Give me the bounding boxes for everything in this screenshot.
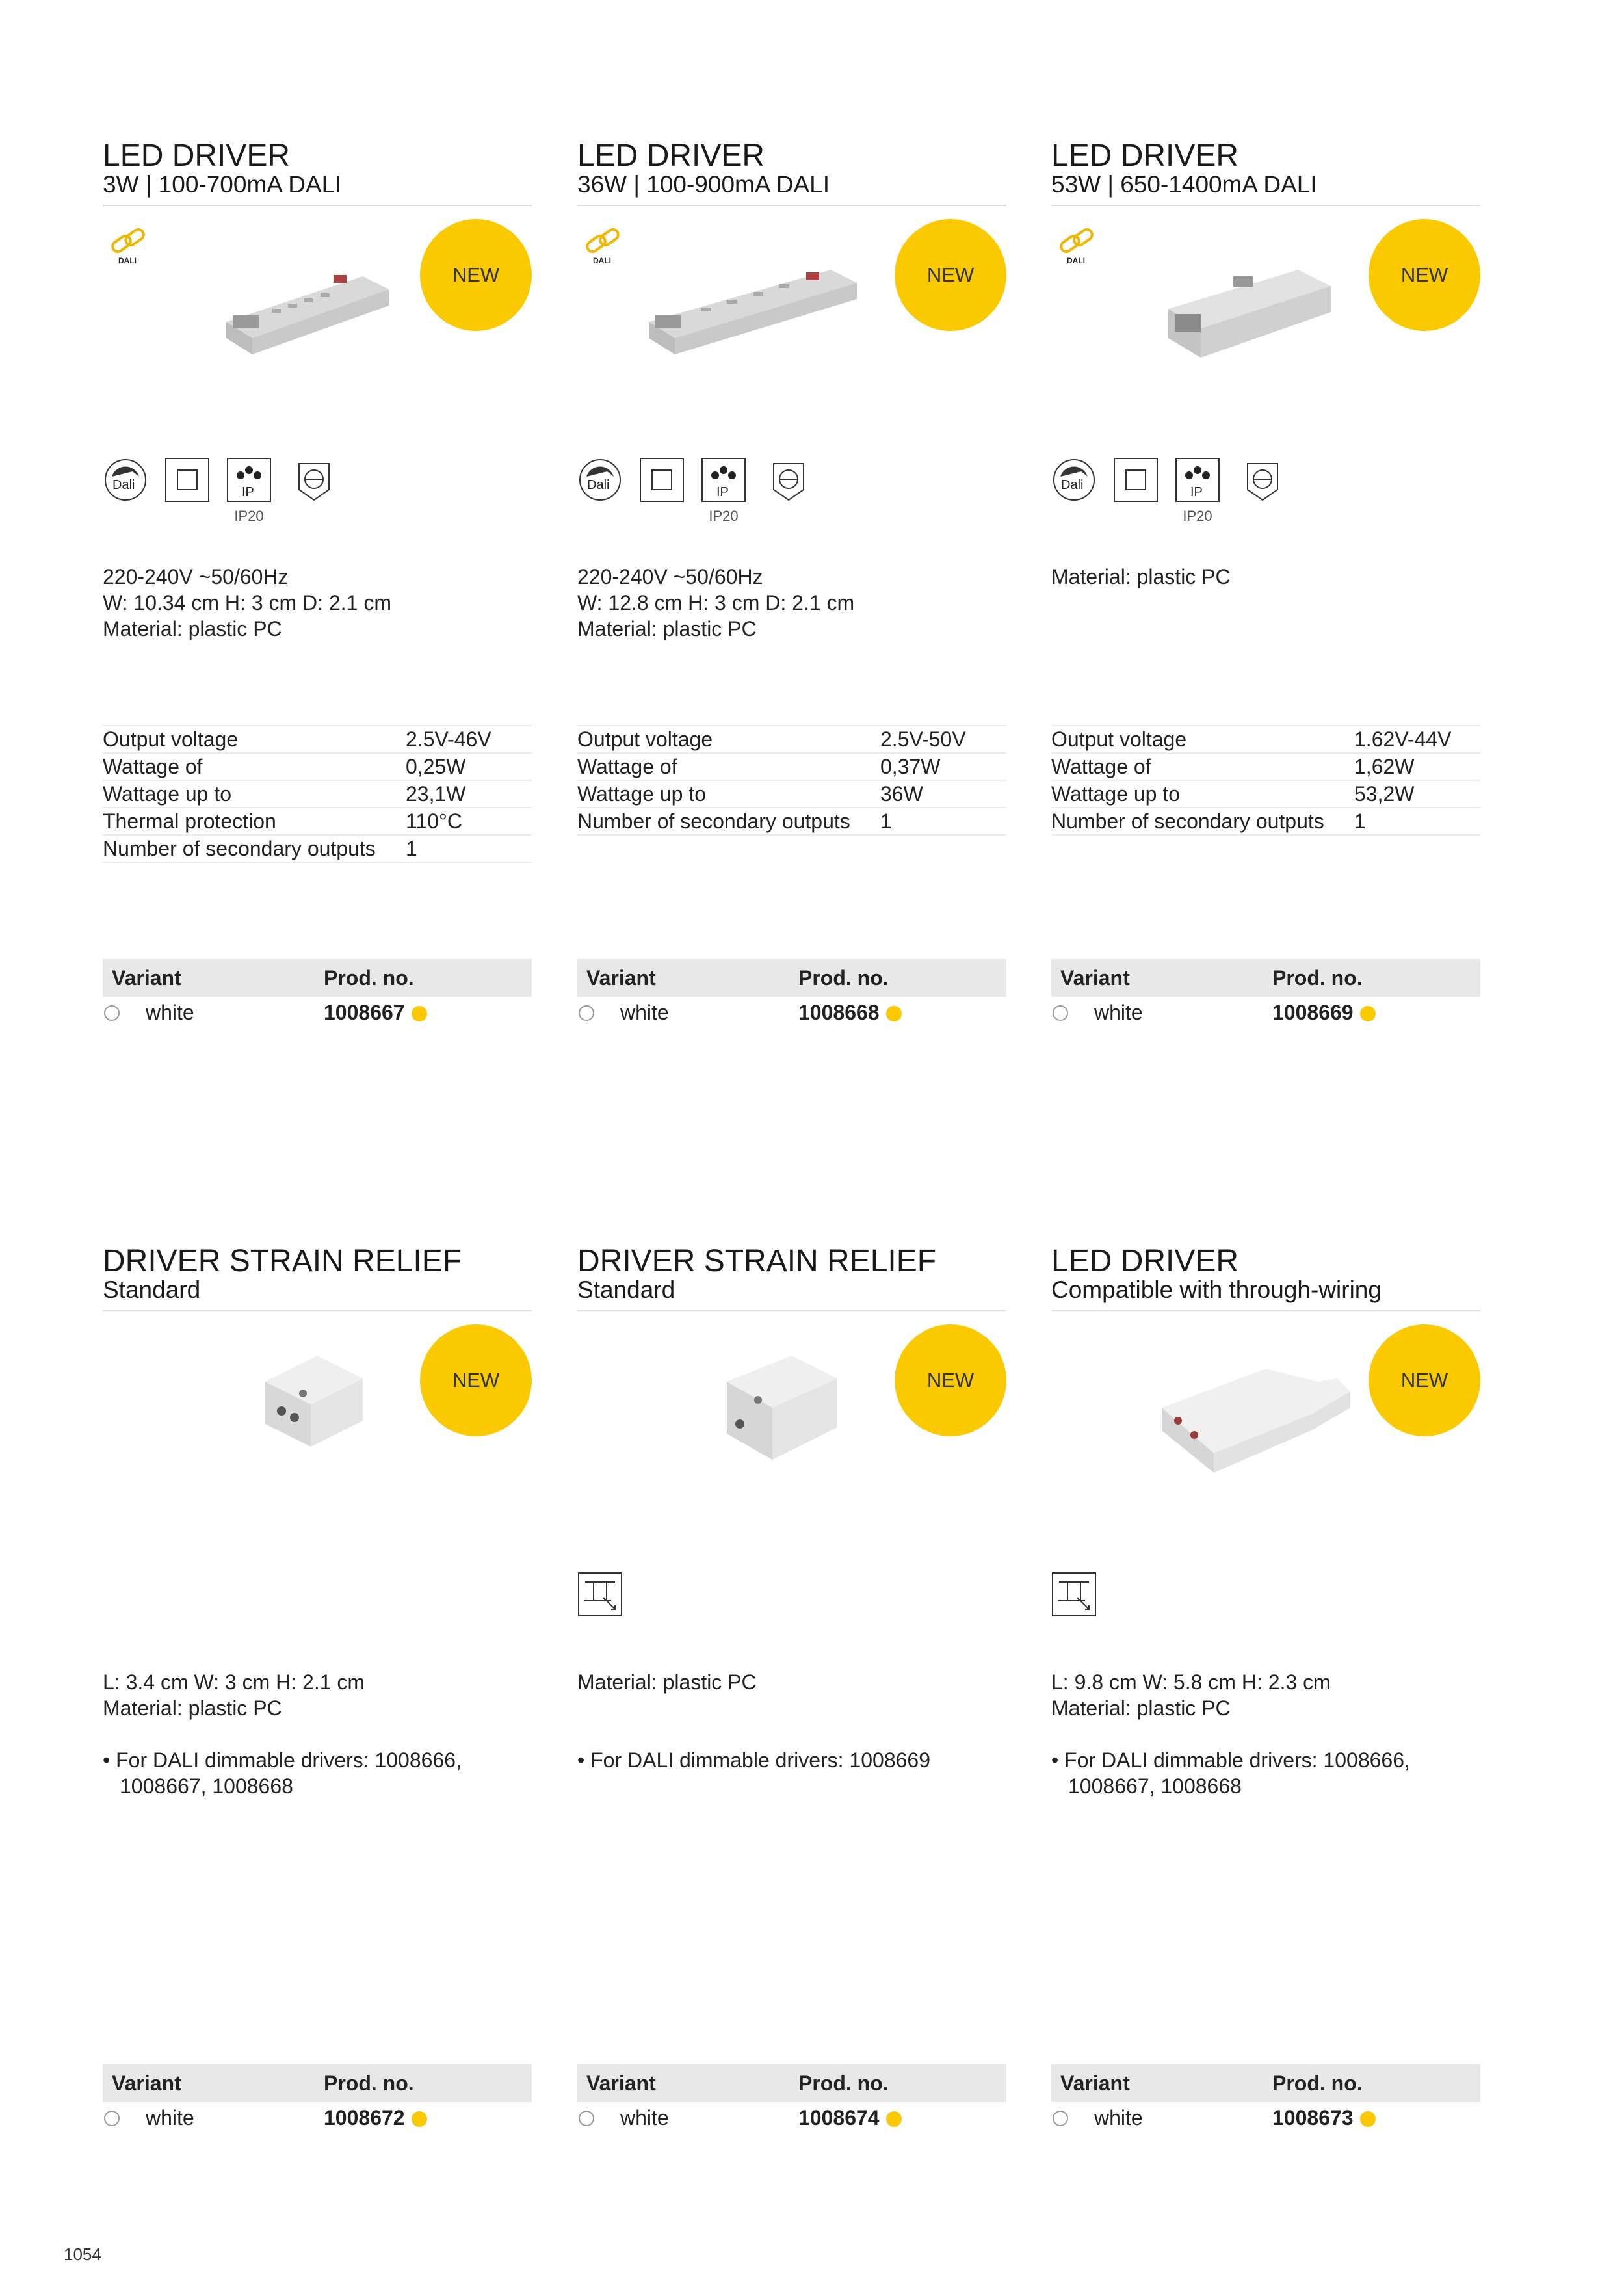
strain-relief-product-image [707,1343,863,1479]
bullet-line: • For DALI dimmable drivers: 1008666, [1051,1748,1410,1772]
spec-row: Wattage up to 23,1W [103,781,532,808]
page-number: 1054 [64,2245,101,2264]
driver-symbol-icon [1240,457,1285,503]
card-title: DRIVER STRAIN RELIEF [103,1244,462,1278]
spec-row: Number of secondary outputs 1 [1051,808,1480,836]
protection-class-icon [1113,457,1159,503]
divider [1051,1310,1480,1311]
product-number: 1008667 [324,1001,405,1024]
svg-text:IP: IP [1190,485,1203,499]
new-dot-icon [1360,1006,1376,1021]
compatibility-note [577,1747,930,1773]
strain-relief-product-image [246,1343,389,1466]
product-card-strain-relief-2 [577,1245,1006,2155]
ip-rating-icon [701,457,746,503]
variant-table-header: Variant Prod. no. [577,959,1006,997]
protection-class-icon [639,457,685,503]
feature-icons [103,457,532,535]
spec-row: Output voltage 1.62V-44V [1051,725,1480,754]
bullet-line: 1008667, 1008668 [120,1774,293,1798]
product-card-led-driver-36w [577,140,1006,1050]
dali-logo-icon [107,223,152,269]
product-card-strain-relief-1 [103,1245,532,2155]
feature-icons [577,457,1006,535]
ip-rating-label: IP20 [709,508,739,524]
description [1051,564,1231,590]
card-subtitle: 36W | 100-900mA DALI [577,171,830,198]
compatibility-note [103,1747,462,1799]
desc-line: 220-240V ~50/60Hz [103,565,289,588]
variant-table-header: Variant Prod. no. [103,959,532,997]
variant-radio[interactable] [579,2111,594,2126]
variant-row[interactable]: white 1008667 [103,997,532,1028]
variant-table [103,959,532,1028]
feature-icons [1051,457,1480,535]
variant-radio[interactable] [1053,1005,1068,1021]
variant-radio[interactable] [104,1005,120,1021]
spec-table [1051,725,1480,836]
card-title: DRIVER STRAIN RELIEF [577,1244,937,1278]
spec-row: Output voltage 2.5V-46V [103,725,532,754]
card-title: LED DRIVER [103,138,291,173]
new-badge: NEW [895,219,1006,331]
desc-line: Material: plastic PC [577,617,757,640]
variant-radio[interactable] [104,2111,120,2126]
description [103,1669,365,1721]
led-driver-product-image [1155,244,1350,374]
spec-row: Wattage up to 36W [577,781,1006,808]
variant-row[interactable]: white 1008673 [1051,2102,1480,2133]
divider [103,1310,532,1311]
ip-rating-icon [1175,457,1220,503]
variant-table-header: Variant Prod. no. [103,2064,532,2102]
variant-row[interactable]: white 1008669 [1051,997,1480,1028]
bullet-line: 1008667, 1008668 [1068,1774,1242,1798]
variant-row[interactable]: white 1008668 [577,997,1006,1028]
led-driver-product-image [213,250,408,367]
divider [577,205,1006,206]
dali-dimmable-icon [1051,457,1097,503]
description [1051,1669,1331,1721]
card-subtitle: 53W | 650-1400mA DALI [1051,171,1317,198]
product-number: 1008672 [324,2106,405,2129]
desc-line: L: 3.4 cm W: 3 cm H: 2.1 cm [103,1670,365,1694]
new-badge: NEW [420,1324,532,1436]
feature-icons [1051,1572,1480,1650]
through-wiring-product-image [1149,1343,1363,1492]
variant-radio[interactable] [1053,2111,1068,2126]
product-card-led-driver-3w [103,140,532,1050]
variant-table [577,2064,1006,2133]
desc-line: L: 9.8 cm W: 5.8 cm H: 2.3 cm [1051,1670,1331,1694]
product-number: 1008668 [798,1001,880,1024]
description [577,564,854,642]
dali-dimmable-icon [103,457,148,503]
svg-text:DALI: DALI [593,256,611,265]
desc-line: 220-240V ~50/60Hz [577,565,763,588]
card-title: LED DRIVER [1051,1244,1239,1278]
compatibility-note [1051,1747,1410,1799]
product-number: 1008673 [1272,2106,1354,2129]
card-subtitle: 3W | 100-700mA DALI [103,171,342,198]
led-driver-product-image [636,244,870,367]
bullet-line: • For DALI dimmable drivers: 1008669 [577,1748,930,1772]
card-subtitle: Standard [577,1276,675,1303]
protection-class-icon [164,457,210,503]
card-subtitle: Standard [103,1276,201,1303]
spec-row: Thermal protection 110°C [103,808,532,836]
desc-line: W: 10.34 cm H: 3 cm D: 2.1 cm [103,591,391,614]
variant-table [1051,959,1480,1028]
desc-line: Material: plastic PC [103,1696,282,1720]
variant-table [577,959,1006,1028]
description [577,1669,757,1695]
driver-symbol-icon [766,457,811,503]
dali-logo-icon [1055,223,1101,269]
desc-line: Material: plastic PC [103,617,282,640]
new-badge: NEW [420,219,532,331]
spec-table [103,725,532,863]
new-badge: NEW [1369,1324,1480,1436]
new-badge: NEW [1369,219,1480,331]
svg-text:Dali: Dali [1061,478,1084,492]
dali-dimmable-icon [577,457,623,503]
ip-rating-label: IP20 [1183,508,1212,524]
spec-row: Output voltage 2.5V-50V [577,725,1006,754]
ip-rating-icon [226,457,272,503]
svg-text:IP: IP [242,485,254,499]
spec-table [577,725,1006,836]
new-badge: NEW [895,1324,1006,1436]
desc-line: Material: plastic PC [1051,1696,1231,1720]
spec-row: Number of secondary outputs 1 [577,808,1006,836]
variant-row[interactable]: white 1008674 [577,2102,1006,2133]
new-dot-icon [886,2111,902,2127]
description [103,564,391,642]
variant-table-header: Variant Prod. no. [1051,2064,1480,2102]
strain-relief-symbol-icon [577,1572,623,1617]
desc-line: Material: plastic PC [577,1670,757,1694]
spec-row: Wattage of 0,25W [103,754,532,781]
variant-table [103,2064,532,2133]
card-title: LED DRIVER [1051,138,1239,173]
variant-table [1051,2064,1480,2133]
new-dot-icon [1360,2111,1376,2127]
divider [1051,205,1480,206]
divider [103,205,532,206]
new-dot-icon [412,1006,427,1021]
dali-logo-icon [581,223,627,269]
product-card-led-driver-through-wiring [1051,1245,1480,2155]
desc-line: Material: plastic PC [1051,565,1231,588]
spec-row: Wattage up to 53,2W [1051,781,1480,808]
ip-rating-label: IP20 [234,508,264,524]
svg-text:DALI: DALI [1067,256,1085,265]
spec-row: Wattage of 0,37W [577,754,1006,781]
bullet-line: • For DALI dimmable drivers: 1008666, [103,1748,462,1772]
product-number: 1008674 [798,2106,880,2129]
new-dot-icon [886,1006,902,1021]
variant-radio[interactable] [579,1005,594,1021]
driver-symbol-icon [291,457,337,503]
divider [577,1310,1006,1311]
svg-text:DALI: DALI [118,256,137,265]
card-subtitle: Compatible with through-wiring [1051,1276,1382,1303]
feature-icons [577,1572,1006,1650]
product-card-led-driver-53w [1051,140,1480,1050]
desc-line: W: 12.8 cm H: 3 cm D: 2.1 cm [577,591,855,614]
svg-text:IP: IP [716,485,729,499]
new-dot-icon [412,2111,427,2127]
variant-row[interactable]: white 1008672 [103,2102,532,2133]
card-title: LED DRIVER [577,138,765,173]
svg-text:Dali: Dali [112,478,135,492]
strain-relief-symbol-icon [1051,1572,1097,1617]
variant-table-header: Variant Prod. no. [577,2064,1006,2102]
product-number: 1008669 [1272,1001,1354,1024]
svg-text:Dali: Dali [587,478,610,492]
spec-row: Number of secondary outputs 1 [103,836,532,863]
variant-table-header: Variant Prod. no. [1051,959,1480,997]
spec-row: Wattage of 1,62W [1051,754,1480,781]
